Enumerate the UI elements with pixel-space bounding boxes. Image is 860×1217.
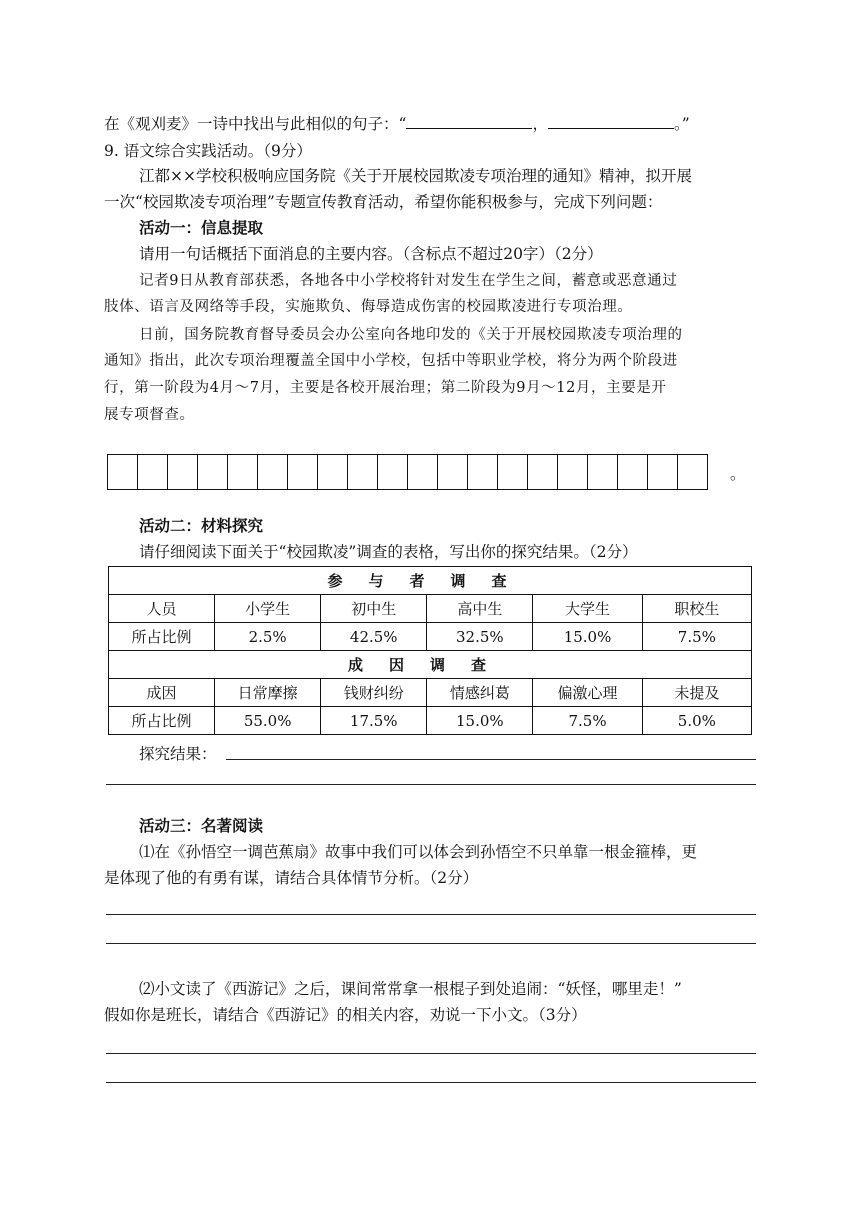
news-line-2: 肢体、语言及网络等手段，实施欺负、侮辱造成伤害的校园欺凌进行专项治理。: [104, 299, 633, 315]
q8-fill-line: [104, 112, 690, 135]
table-cell: 7.5%: [533, 707, 642, 735]
table-cell: 32.5%: [427, 623, 533, 651]
grid-cell[interactable]: [528, 454, 558, 490]
table-cell: 7.5%: [642, 623, 751, 651]
table-cell: 15.0%: [533, 623, 642, 651]
q8-blank-1[interactable]: [406, 112, 532, 129]
q8-blank-2[interactable]: [548, 112, 674, 129]
q8-comma: ，: [532, 115, 548, 133]
grid-cell[interactable]: [228, 454, 258, 490]
table-cell: 55.0%: [215, 707, 321, 735]
activity2-prompt: 请仔细阅读下面关于“校园欺凌”调查的表格，写出你的探究结果。（2分）: [139, 543, 638, 561]
grid-cell[interactable]: [438, 454, 468, 490]
result-answer-line-2[interactable]: [106, 784, 756, 785]
activity3-heading: 活动三：名著阅读: [139, 817, 264, 835]
activity2-heading: 活动二：材料探究: [139, 517, 264, 535]
table-cell: 所占比例: [109, 623, 215, 651]
grid-cell[interactable]: [678, 454, 708, 490]
table-cell: 未提及: [642, 679, 751, 707]
grid-cell[interactable]: [288, 454, 318, 490]
table-cell: 情感纠葛: [427, 679, 533, 707]
grid-cell[interactable]: [558, 454, 588, 490]
q1-answer-line-1[interactable]: [106, 914, 756, 915]
grid-end-period: 。: [730, 465, 746, 483]
result-answer-line[interactable]: [226, 759, 756, 760]
table-cell: 日常摩擦: [215, 679, 321, 707]
table-cell: 职校生: [642, 595, 751, 623]
table-cell: 所占比例: [109, 707, 215, 735]
table-row: [109, 623, 752, 651]
grid-cell[interactable]: [168, 454, 198, 490]
table-cell: 偏激心理: [533, 679, 642, 707]
grid-cell[interactable]: [258, 454, 288, 490]
answer-grid[interactable]: [107, 454, 708, 490]
q9-intro-line-1: 江都××学校积极响应国务院《关于开展校园欺凌专项治理的通知》精神，拟开展: [139, 167, 692, 185]
activity1-heading: 活动一：信息提取: [139, 219, 264, 237]
table-row: [109, 567, 752, 595]
q9-intro-line-2: 一次“校园欺凌专项治理”专题宣传教育活动，希望你能积极参与，完成下列问题：: [104, 193, 663, 211]
news-line-6: 展专项督查。: [104, 407, 195, 423]
q1-answer-line-2[interactable]: [106, 943, 756, 944]
activity3-q1-line-2: 是体现了他的有勇有谋，请结合具体情节分析。（2分）: [104, 869, 479, 887]
news-line-5: 行，第一阶段为4月～7月，主要是各校开展治理；第二阶段为9月～12月，主要是开: [104, 380, 667, 396]
q2-answer-line-2[interactable]: [106, 1082, 756, 1083]
news-line-3: 日前，国务院教育督导委员会办公室向各地印发的《关于开展校园欺凌专项治理的: [139, 327, 683, 343]
table-cell: 成因: [109, 679, 215, 707]
news-line-1: 记者9日从教育部获悉，各地各中小学校将针对发生在学生之间，蓄意或恶意通过: [139, 273, 678, 289]
q8-suffix: 。”: [673, 115, 690, 133]
table-cell: 小学生: [215, 595, 321, 623]
grid-cell[interactable]: [348, 454, 378, 490]
grid-cell[interactable]: [498, 454, 528, 490]
table-row: [109, 651, 752, 679]
grid-cell[interactable]: [618, 454, 648, 490]
q9-title: 9. 语文综合实践活动。（9分）: [104, 142, 312, 160]
activity3-q1-line-1: ⑴在《孙悟空一调芭蕉扇》故事中我们可以体会到孙悟空不只单靠一根金箍棒，更: [139, 843, 698, 861]
grid-cell[interactable]: [108, 454, 138, 490]
result-label: 探究结果：: [139, 745, 217, 763]
grid-cell[interactable]: [648, 454, 678, 490]
table-cell: 42.5%: [321, 623, 427, 651]
grid-cell[interactable]: [588, 454, 618, 490]
table-cell: 2.5%: [215, 623, 321, 651]
table-row: [109, 595, 752, 623]
table-row: [109, 679, 752, 707]
activity3-q2-line-1: ⑵小文读了《西游记》之后，课间常常拿一根棍子到处追闹：“妖怪，哪里走！”: [139, 980, 682, 998]
table-row: [109, 707, 752, 735]
grid-cell[interactable]: [318, 454, 348, 490]
table-cell: 初中生: [321, 595, 427, 623]
cause-survey-title: 成因调查: [109, 651, 752, 679]
activity1-prompt: 请用一句话概括下面消息的主要内容。（含标点不超过20字）（2分）: [139, 245, 603, 263]
grid-cell[interactable]: [378, 454, 408, 490]
grid-cell[interactable]: [198, 454, 228, 490]
survey-table: [108, 566, 752, 735]
table-cell: 高中生: [427, 595, 533, 623]
q2-answer-line-1[interactable]: [106, 1053, 756, 1054]
grid-cell[interactable]: [138, 454, 168, 490]
table-cell: 15.0%: [427, 707, 533, 735]
q8-prefix: 在《观刈麦》一诗中找出与此相似的句子：“: [104, 115, 407, 133]
table-cell: 人员: [109, 595, 215, 623]
participant-survey-title: 参与者调查: [109, 567, 752, 595]
grid-cell[interactable]: [468, 454, 498, 490]
table-cell: 5.0%: [642, 707, 751, 735]
news-line-4: 通知》指出，此次专项治理覆盖全国中小学校，包括中等职业学校，将分为两个阶段进: [104, 353, 678, 369]
activity3-q2-line-2: 假如你是班长，请结合《西游记》的相关内容，劝说一下小文。（3分）: [104, 1006, 587, 1024]
table-cell: 钱财纠纷: [321, 679, 427, 707]
grid-cell[interactable]: [408, 454, 438, 490]
table-cell: 大学生: [533, 595, 642, 623]
table-cell: 17.5%: [321, 707, 427, 735]
